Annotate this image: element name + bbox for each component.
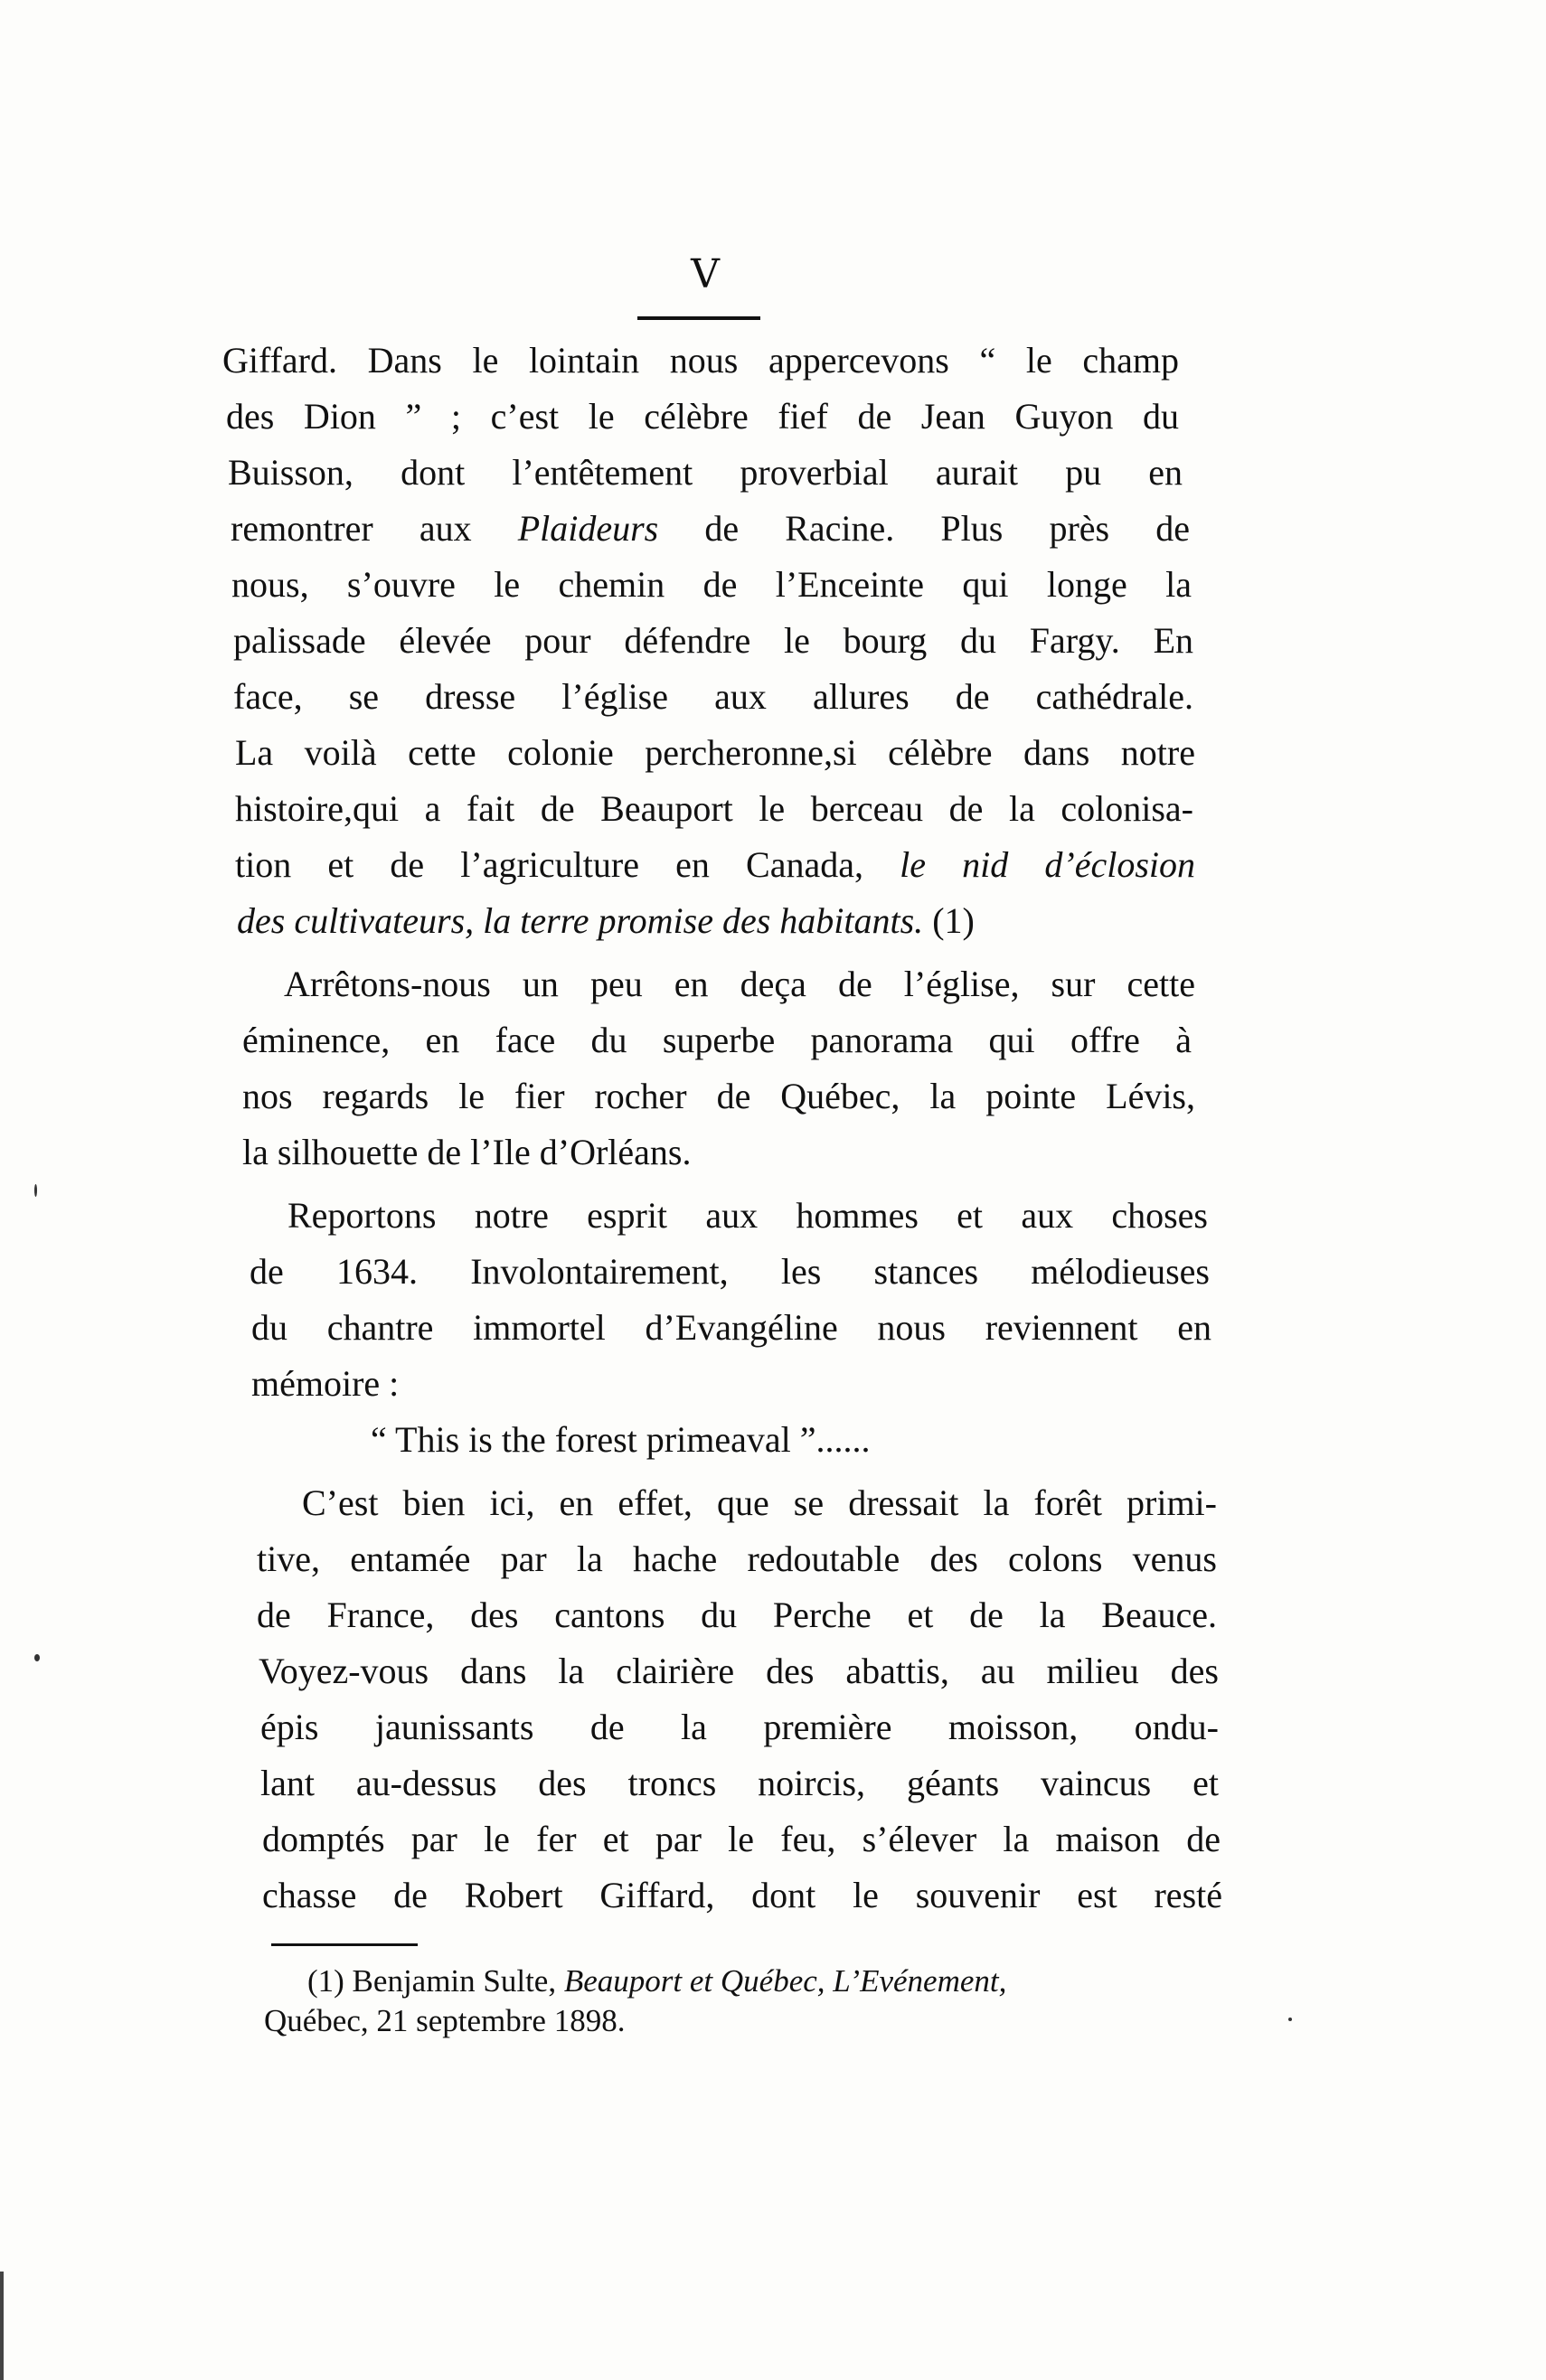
paragraph1-line3: Buisson, dont l’entêtement proverbial aurait pu en (228, 452, 1183, 493)
paragraph1-line11 (237, 893, 975, 949)
footnote-marker: (1) (923, 900, 975, 941)
paragraph3-line2: de 1634. Involontairement, les stances mélodieuses (250, 1251, 1210, 1292)
page-number-rule (637, 316, 760, 320)
paragraph2-line2: éminence, en face du superbe panorama qui offre à (242, 1020, 1192, 1060)
paragraph2-line1: Arrêtons-nous un peu en deça de l’église, sur cette (284, 964, 1195, 1004)
paragraph4-line6: lant au-dessus des troncs noircis, géants vaincus et (260, 1763, 1219, 1803)
paragraph4-line3: de France, des cantons du Perche et de la Beauce. (257, 1595, 1217, 1635)
paragraph1-line9: histoire,qui a fait de Beauport le berceau de la colonisa- (235, 788, 1193, 829)
footnote-author: (1) Benjamin Sulte, (307, 1963, 564, 1999)
paragraph1-line4-part3: de Racine. Plus près de (658, 508, 1190, 549)
paragraph4-line7: domptés par le fer et par le feu, s’élever la maison de (262, 1819, 1221, 1859)
paragraph3-line3: du chantre immortel d’Evangéline nous reviennent en (251, 1307, 1211, 1348)
paragraph1-line2: des Dion ” ; c’est le célèbre fief de Jean Guyon du (226, 396, 1179, 437)
paragraph1-line1: Giffard. Dans le lointain nous appercevons “ le champ (222, 340, 1179, 381)
scan-speck (34, 1184, 37, 1197)
paragraph1-line10-part1: tion et de l’agriculture en Canada, (235, 844, 900, 885)
paragraph1-line7: face, se dresse l’église aux allures de cathédrale. (233, 676, 1193, 717)
footnote-line1 (307, 1960, 1006, 2003)
scan-speck (34, 1654, 40, 1661)
paragraph1-line8: La voilà cette colonie percheronne,si célèbre dans notre (235, 732, 1195, 773)
paragraph4-line5: épis jaunissants de la première moisson, ondu- (260, 1707, 1219, 1747)
paragraph2-line4: la silhouette de l’Ile d’Orléans. (242, 1132, 692, 1172)
paragraph1-line10 (235, 837, 1195, 893)
paragraph1-line11-italic: des cultivateurs, la terre promise des habitants. (237, 900, 924, 941)
paragraph1-line6: palissade élevée pour défendre le bourg du Fargy. En (233, 620, 1193, 661)
longfellow-quote: “ This is the forest primeaval ”...... (371, 1419, 871, 1460)
paragraph2-line3: nos regards le fier rocher de Québec, la pointe Lévis, (242, 1076, 1195, 1116)
paragraph4-line1: C’est bien ici, en effet, que se dressait la forêt primi- (302, 1482, 1217, 1523)
paragraph4-line2: tive, entamée par la hache redoutable des colons venus (257, 1538, 1217, 1579)
footnote-newspaper: L’Evénement, (833, 1963, 1007, 1999)
footnote-rule (271, 1943, 418, 1946)
plaideurs-italic: Plaideurs (517, 508, 659, 549)
paragraph1-line4 (231, 501, 1190, 557)
paragraph1-line5: nous, s’ouvre le chemin de l’Enceinte qui longe la (231, 564, 1192, 605)
footnote-line2: Québec, 21 septembre 1898. (264, 2003, 626, 2038)
footnote-space (825, 1963, 834, 1999)
paragraph4-line4: Voyez-vous dans la clairière des abattis, au milieu des (259, 1651, 1219, 1691)
page-number: V (691, 251, 720, 297)
paragraph3-line4: mémoire : (251, 1363, 400, 1404)
footnote-title: Beauport et Québec, (563, 1963, 825, 1999)
scan-speck (1288, 2018, 1292, 2021)
paragraph1-line10-italic: le nid d’éclosion (900, 844, 1196, 885)
scan-edge-mark (0, 2272, 4, 2380)
paragraph4-line8: chasse de Robert Giffard, dont le souvenir est resté (262, 1875, 1222, 1915)
paragraph3-line1: Reportons notre esprit aux hommes et aux choses (288, 1195, 1208, 1236)
paragraph1-line4-part1: remontrer aux (231, 508, 518, 549)
